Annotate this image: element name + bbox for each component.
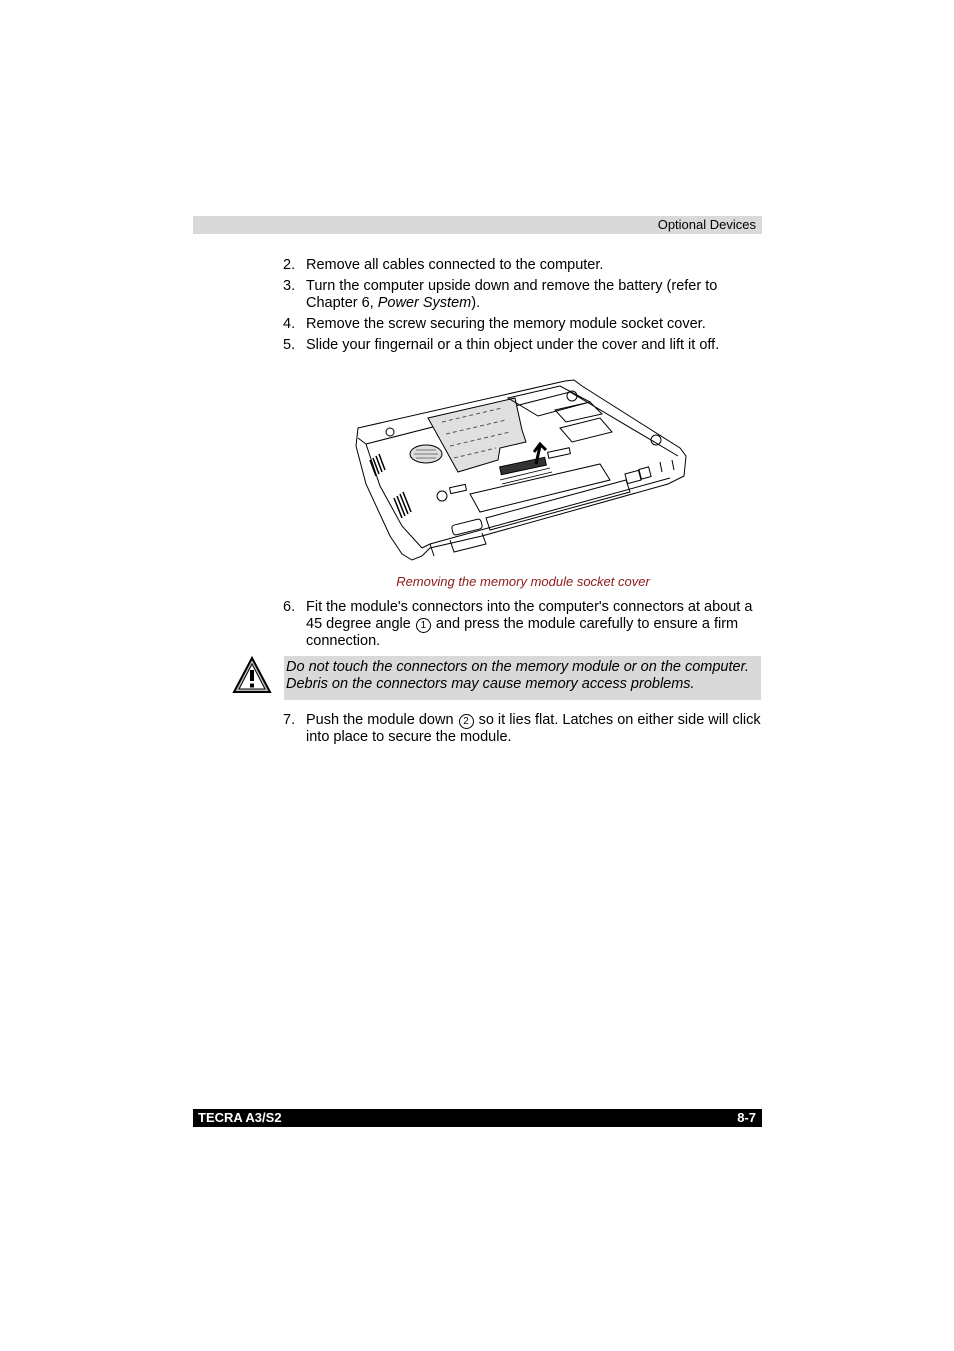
figure-caption: Removing the memory module socket cover xyxy=(396,574,650,589)
steps-list-top xyxy=(283,257,763,358)
laptop-underside-illustration xyxy=(350,376,695,564)
step-text: Fit the module's connectors into the computer's connectors at about a 45 degree angle xyxy=(306,599,753,632)
page-number: 8-7 xyxy=(737,1110,756,1125)
step-number: 2. xyxy=(283,257,296,273)
step-text: Push the module down xyxy=(306,712,458,728)
warning-box xyxy=(284,656,761,700)
step-2 xyxy=(283,257,763,274)
step-number: 7. xyxy=(283,712,296,728)
step-text: Turn the computer upside down and remove the battery (refer to Chapter 6, xyxy=(306,278,718,311)
page-footer xyxy=(193,1109,762,1127)
step-text: Remove the screw securing the memory module socket cover. xyxy=(306,315,706,332)
warning-text: Do not touch the connectors on the memory module or on the computer. Debris on the connectors may cause memory access problems. xyxy=(286,659,749,692)
step-text-end: ). xyxy=(471,294,481,311)
step-5 xyxy=(283,337,763,354)
section-title: Optional Devices xyxy=(657,217,756,232)
chapter-reference: Power System xyxy=(377,294,472,311)
step-4 xyxy=(283,316,763,333)
step-text: Slide your fingernail or a thin object under the cover and lift it off. xyxy=(306,336,720,353)
step-6 xyxy=(283,599,763,649)
page-header xyxy=(193,216,762,234)
warning-triangle-icon xyxy=(232,656,272,694)
steps-list-middle xyxy=(283,599,763,654)
step-number: 6. xyxy=(283,599,296,615)
callout-marker-2: 2 xyxy=(459,714,474,729)
step-text-end: so it lies flat. Latches on either side will click into place to secure the module. xyxy=(306,712,761,745)
step-text-end: and press the module carefully to ensure a firm connection. xyxy=(306,615,739,649)
step-3 xyxy=(283,278,763,311)
steps-list-bottom xyxy=(283,712,763,750)
step-number: 3. xyxy=(283,278,296,294)
product-name: TECRA A3/S2 xyxy=(198,1110,282,1125)
step-7 xyxy=(283,712,763,746)
step-number: 5. xyxy=(283,336,296,353)
step-number: 4. xyxy=(283,315,296,332)
callout-marker-1: 1 xyxy=(416,618,431,633)
step-text: Remove all cables connected to the computer. xyxy=(306,257,604,273)
